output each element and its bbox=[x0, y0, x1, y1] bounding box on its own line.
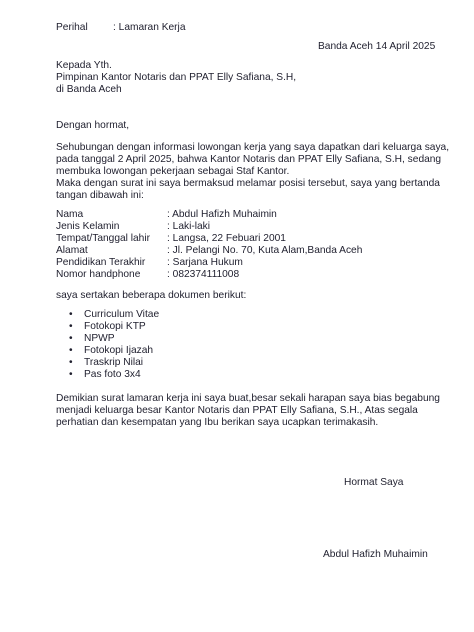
identity-label: Pendidikan Terakhir bbox=[56, 257, 146, 268]
list-item bbox=[56, 309, 159, 321]
list-item bbox=[56, 321, 159, 333]
paragraph-line: perhatian dan kesempatan yang Ibu berikan saya ucapkan terimakasih. bbox=[56, 417, 379, 428]
document-name: Traskrip Nilai bbox=[84, 357, 144, 368]
greeting: Dengan hormat, bbox=[56, 120, 130, 131]
signature-salutation: Hormat Saya bbox=[344, 477, 404, 488]
recipient-block bbox=[56, 60, 426, 96]
subject-value: : Lamaran Kerja bbox=[113, 22, 186, 33]
list-item bbox=[56, 357, 159, 369]
identity-value: : Laki-laki bbox=[167, 221, 211, 232]
document-name: Pas foto 3x4 bbox=[84, 369, 141, 380]
paragraph-line: Demikian surat lamaran kerja ini saya buat,besar sekali harapan saya bias begabung bbox=[56, 393, 440, 404]
document-name: Fotokopi KTP bbox=[84, 321, 146, 332]
list-item bbox=[56, 333, 159, 345]
identity-label: Nama bbox=[56, 209, 84, 220]
bullet-icon: • bbox=[69, 357, 73, 368]
intro-paragraph bbox=[56, 142, 450, 202]
bullet-icon: • bbox=[69, 369, 73, 380]
paragraph-line: Maka dengan surat ini saya bermaksud melamar posisi tersebut, saya yang bertanda bbox=[56, 178, 440, 189]
paragraph-line: membuka lowongan pekerjaan sebagai Staf Kantor. bbox=[56, 166, 290, 177]
identity-value: : Langsa, 22 Febuari 2001 bbox=[167, 233, 286, 244]
identity-value: : Abdul Hafizh Muhaimin bbox=[167, 209, 277, 220]
signature-name: Abdul Hafizh Muhaimin bbox=[323, 549, 428, 560]
document-name: NPWP bbox=[84, 333, 115, 344]
place-date: Banda Aceh 14 April 2025 bbox=[318, 41, 436, 52]
recipient-line: Kepada Yth. bbox=[56, 60, 112, 71]
documents-intro: saya sertakan beberapa dokumen berikut: bbox=[56, 290, 247, 301]
identity-label: Nomor handphone bbox=[56, 269, 141, 280]
bullet-icon: • bbox=[69, 321, 73, 332]
list-item bbox=[56, 345, 159, 357]
identity-value: : Sarjana Hukum bbox=[167, 257, 243, 268]
bullet-icon: • bbox=[69, 333, 73, 344]
document-name: Fotokopi Ijazah bbox=[84, 345, 154, 356]
identity-label: Tempat/Tanggal lahir bbox=[56, 233, 151, 244]
recipient-line: di Banda Aceh bbox=[56, 84, 122, 95]
paragraph-line: Sehubungan dengan informasi lowongan kerja yang saya dapatkan dari keluarga saya, bbox=[56, 142, 450, 153]
closing-paragraph bbox=[56, 393, 440, 429]
bullet-icon: • bbox=[69, 309, 73, 320]
paragraph-line: tangan dibawah ini: bbox=[56, 190, 144, 201]
list-item bbox=[56, 369, 159, 381]
identity-value: : 082374111008 bbox=[167, 269, 240, 280]
identity-label: Jenis Kelamin bbox=[56, 221, 120, 232]
identity-value: : Jl. Pelangi No. 70, Kuta Alam,Banda Aceh bbox=[167, 245, 363, 256]
paragraph-line: menjadi keluarga besar Kantor Notaris dan PPAT Elly Safiana, S.H., Atas segala bbox=[56, 405, 418, 416]
bullet-icon: • bbox=[69, 345, 73, 356]
identity-label: Alamat bbox=[56, 245, 88, 256]
subject-label: Perihal bbox=[56, 22, 88, 33]
documents-list bbox=[56, 309, 159, 381]
recipient-line: Pimpinan Kantor Notaris dan PPAT Elly Safiana, S.H, bbox=[56, 72, 297, 83]
paragraph-line: pada tanggal 2 April 2025, bahwa Kantor Notaris dan PPAT Elly Safiana, S.H, sedang bbox=[56, 154, 442, 165]
document-name: Curriculum Vitae bbox=[84, 309, 160, 320]
